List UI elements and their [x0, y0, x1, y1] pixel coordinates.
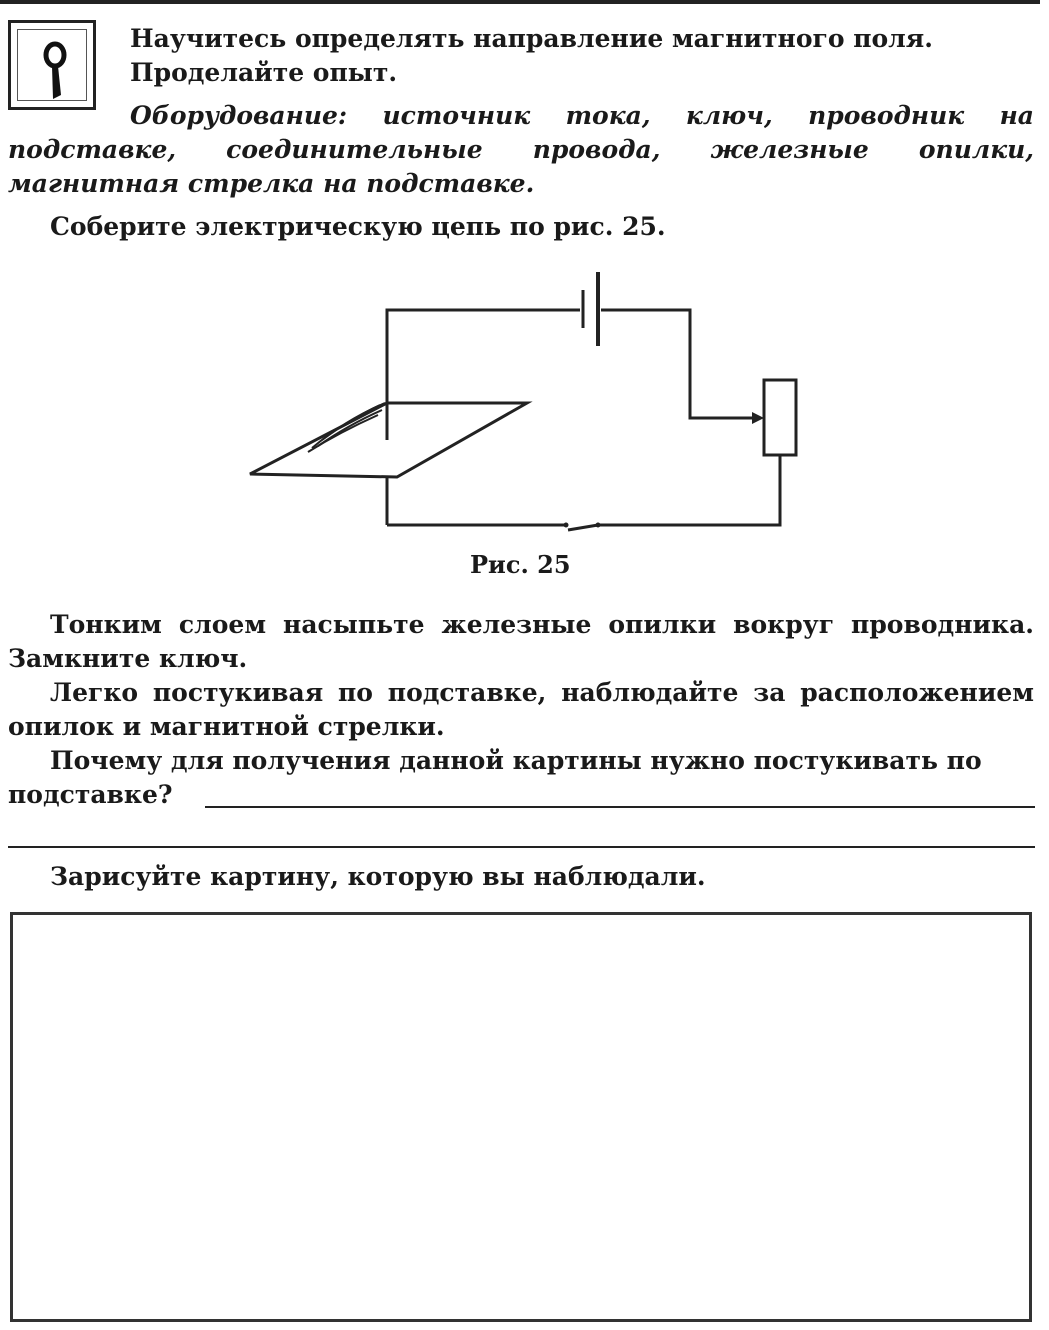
draw-instruction: Зарисуйте картину, которую вы наблюдали.	[50, 862, 706, 891]
step-filings: Тонким слоем насыпьте железные опилки вокруг проводника. Замкните ключ.	[8, 610, 1034, 673]
equipment-list: Оборудование: источник тока, ключ, проводник на подставке, соединительные провода, железные опилки, магнитная стрелка на подставке.	[8, 101, 1034, 198]
answer-line-2[interactable]	[8, 846, 1035, 848]
question-line2: подставке?	[8, 780, 173, 809]
step-tapping: Легко постукивая по подставке, наблюдайте за расположением опилок и магнитной стрелки.	[8, 678, 1034, 741]
task-heading-line2: Проделайте опыт.	[130, 58, 398, 87]
task-heading-line1: Научитесь определять направление магнитного поля.	[130, 24, 933, 53]
circuit-diagram	[0, 0, 1049, 600]
figure-caption: Рис. 25	[470, 550, 571, 579]
drawing-area[interactable]	[10, 912, 1032, 1322]
answer-line-1[interactable]	[205, 806, 1035, 808]
question-line1: Почему для получения данной картины нужно постукивать по	[50, 746, 982, 775]
assemble-instruction: Соберите электрическую цепь по рис. 25.	[50, 212, 666, 241]
